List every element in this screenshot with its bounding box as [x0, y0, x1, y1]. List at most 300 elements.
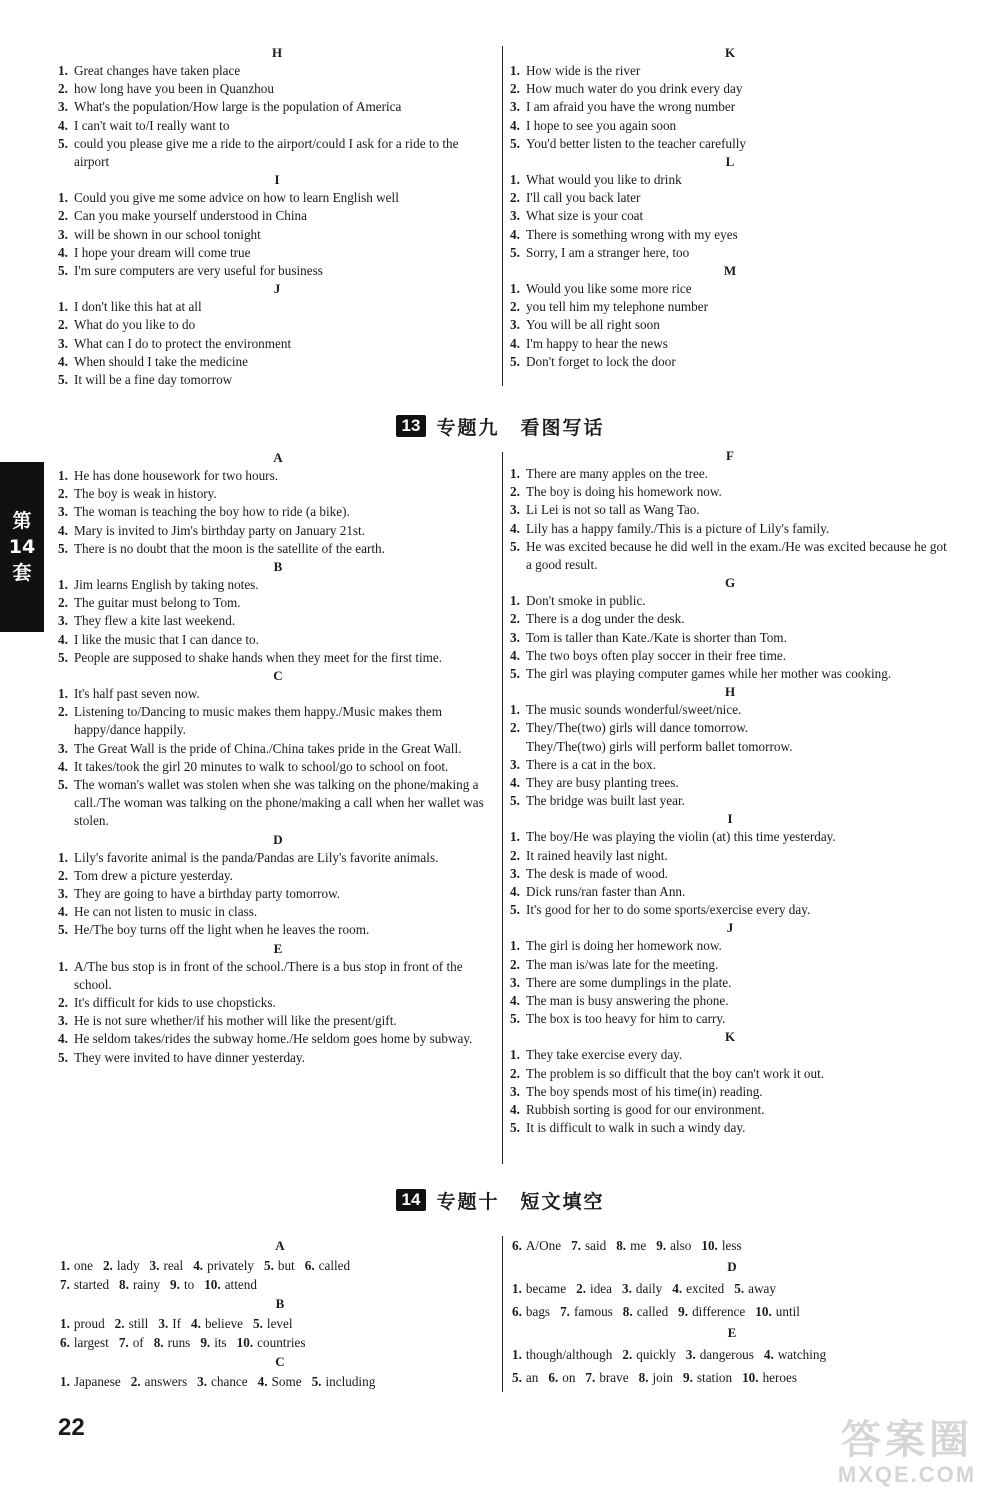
answer-item — [510, 883, 950, 901]
blank-answer — [193, 1256, 254, 1275]
blank-word: away — [748, 1281, 776, 1296]
answer-item — [510, 244, 950, 262]
item-text: They are going to have a birthday party tomorrow. — [74, 886, 341, 902]
item-number: 3. — [58, 886, 68, 902]
answer-item — [510, 665, 950, 683]
group-letter: L — [725, 154, 735, 170]
blank-number: 5. — [263, 1258, 274, 1273]
blank-number: 8. — [616, 1238, 627, 1253]
blank-answer — [191, 1314, 243, 1333]
blank-number: 4. — [257, 1374, 268, 1389]
blank-number: 9. — [683, 1370, 693, 1385]
item-text: you tell him my telephone number — [526, 299, 709, 315]
item-text: The problem is so difficult that the boy can't work it out. — [526, 1065, 825, 1081]
item-number: 5. — [58, 1049, 68, 1065]
item-text: I am afraid you have the wrong number — [526, 99, 736, 115]
answer-item — [510, 171, 950, 189]
answer-item — [58, 576, 498, 594]
answer-item — [58, 994, 498, 1012]
answer-item — [58, 485, 498, 503]
item-text: Rubbish sorting is good for our environment. — [526, 1102, 765, 1118]
blank-word: proud — [73, 1316, 105, 1331]
item-number: 2. — [58, 867, 68, 883]
answer-item — [510, 520, 950, 538]
item-text: The boy is weak in history. — [74, 486, 217, 502]
item-text: Listening to/Dancing to music makes them happy./Music makes them happy/dance happily. — [74, 704, 442, 738]
top-right-column — [510, 44, 950, 371]
item-text: Tom drew a picture yesterday. — [74, 867, 233, 883]
blank-answer — [701, 1234, 741, 1257]
item-text: The Great Wall is the pride of China./China takes pride in the Great Wall. — [74, 740, 462, 756]
blank-number: 10. — [742, 1370, 759, 1385]
item-text: What can I do to protect the environment — [74, 335, 292, 351]
group-letter: B — [275, 1296, 285, 1311]
blank-number: 1. — [60, 1258, 70, 1273]
item-number: 2. — [510, 1065, 520, 1081]
word-row — [512, 1277, 952, 1300]
item-number: 5. — [510, 135, 520, 151]
item-text: I'm sure computers are very useful for business — [74, 263, 323, 279]
item-number: 3. — [510, 974, 520, 990]
blank-number: 3. — [685, 1347, 696, 1362]
item-text: The box is too heavy for him to carry. — [526, 1011, 726, 1027]
item-text: Can you make yourself understood in China — [74, 208, 307, 224]
item-number: 3. — [510, 99, 520, 115]
item-text: The man is busy answering the phone. — [526, 993, 729, 1009]
blank-number: 8. — [622, 1304, 633, 1319]
blank-answer — [154, 1333, 191, 1352]
item-number: 3. — [510, 317, 520, 333]
blank-word: on — [562, 1370, 576, 1385]
answer-item — [510, 1065, 950, 1083]
blank-word: chance — [211, 1374, 248, 1389]
blank-answer — [755, 1300, 800, 1323]
item-text: What do you like to do — [74, 317, 196, 333]
answer-item — [510, 465, 950, 483]
item-number: 2. — [510, 611, 520, 627]
item-text: I hope to see you again soon — [526, 117, 677, 133]
item-number: 4. — [58, 1031, 68, 1047]
item-number: 4. — [510, 117, 520, 133]
answer-item — [58, 594, 498, 612]
blank-word: one — [73, 1258, 93, 1273]
item-number: 5. — [510, 793, 520, 809]
group-letter: D — [273, 831, 283, 847]
answer-item — [58, 522, 498, 540]
item-number: 4. — [510, 226, 520, 242]
item-text: The man is/was late for the meeting. — [526, 956, 719, 972]
item-number: 2. — [58, 595, 68, 611]
answer-item — [58, 849, 498, 867]
item-text: What's the population/How large is the population of America — [74, 99, 402, 115]
page-number: 22 — [58, 1414, 85, 1441]
blank-word: called — [636, 1304, 669, 1319]
item-number: 1. — [58, 63, 68, 78]
item-text: There is a cat in the box. — [526, 756, 656, 772]
item-number: 4. — [58, 117, 68, 133]
answer-item — [58, 740, 498, 758]
blank-word: difference — [692, 1304, 746, 1319]
item-text: He was excited because he did well in the exam./He was excited because he got a good result. — [526, 538, 947, 573]
answer-item — [510, 189, 950, 207]
top-left-column — [58, 44, 496, 389]
answer-item — [510, 610, 950, 628]
blank-number: 1. — [512, 1281, 522, 1296]
item-number: 5. — [58, 372, 68, 388]
blank-word: quickly — [636, 1347, 676, 1362]
blank-word: though/although — [525, 1347, 613, 1362]
blank-number: 7. — [118, 1335, 129, 1350]
item-text: There is no doubt that the moon is the satellite of the earth. — [74, 540, 385, 556]
item-text: how long have you been in Quanzhou — [74, 81, 274, 97]
answer-item — [58, 703, 498, 739]
item-text: I don't like this hat at all — [74, 299, 202, 315]
item-number: 1. — [58, 686, 68, 702]
item-text: The girl was playing computer games while her mother was cooking. — [526, 666, 892, 682]
item-text: Dick runs/ran faster than Ann. — [526, 884, 686, 900]
blank-answer — [512, 1366, 538, 1389]
blank-number: 4. — [763, 1347, 774, 1362]
item-number: 5. — [510, 666, 520, 682]
item-text: There are many apples on the tree. — [526, 466, 708, 481]
answer-item — [58, 631, 498, 649]
answer-item — [510, 298, 950, 316]
answer-item — [58, 540, 498, 558]
item-number: 3. — [510, 756, 520, 772]
item-number: 4. — [58, 522, 68, 538]
item-text: There are some dumplings in the plate. — [526, 974, 732, 990]
blank-number: 8. — [153, 1335, 164, 1350]
answer-item — [510, 1010, 950, 1028]
item-text: What size is your coat — [526, 208, 644, 224]
item-number: 1. — [510, 172, 520, 188]
blank-word: an — [525, 1370, 539, 1385]
blank-word: real — [163, 1258, 184, 1273]
answer-item — [510, 792, 950, 810]
item-text: Sorry, I am a stranger here, too — [526, 244, 690, 260]
blank-answer — [60, 1333, 109, 1352]
item-text: The guitar must belong to Tom. — [74, 595, 241, 611]
answer-item — [510, 353, 950, 371]
item-text: They were invited to have dinner yesterday. — [74, 1049, 305, 1065]
item-text: The boy/He was playing the violin (at) this time yesterday. — [526, 829, 836, 845]
group-letter: J — [273, 281, 281, 297]
group-letter: D — [727, 1259, 737, 1274]
item-number: 4. — [510, 884, 520, 900]
answer-item — [58, 649, 498, 667]
answer-item — [58, 1030, 498, 1048]
blank-answer — [512, 1300, 550, 1323]
item-number: 1. — [510, 281, 520, 297]
item-text: The boy is doing his homework now. — [526, 484, 722, 500]
answer-item — [510, 316, 950, 334]
item-number: 2. — [58, 208, 68, 224]
item-number: 3. — [58, 335, 68, 351]
item-text: I like the music that I can dance to. — [74, 631, 259, 647]
answer-item — [58, 98, 496, 116]
item-text: will be shown in our school tonight — [74, 226, 261, 242]
item-number: 5. — [58, 135, 68, 151]
item-number: 4. — [58, 631, 68, 647]
answer-item — [58, 80, 496, 98]
blank-word: heroes — [762, 1370, 797, 1385]
item-number: 2. — [58, 995, 68, 1011]
blank-answer — [548, 1366, 575, 1389]
item-number: 5. — [510, 244, 520, 260]
item-number: 5. — [58, 649, 68, 665]
item-number: 5. — [510, 353, 520, 369]
blank-answer — [200, 1333, 226, 1352]
answer-item — [58, 117, 496, 135]
item-number: 1. — [510, 1047, 520, 1063]
item-text: I can't wait to/I really want to — [74, 117, 230, 133]
item-number: 3. — [510, 502, 520, 518]
answer-item — [58, 189, 496, 207]
answer-item — [510, 207, 950, 225]
item-text: It is difficult to walk in such a windy day. — [526, 1120, 746, 1136]
blank-word: rainy — [132, 1277, 161, 1292]
blank-number: 9. — [200, 1335, 211, 1350]
item-number: 1. — [510, 829, 520, 845]
group-letter: M — [723, 263, 737, 279]
blank-answer — [622, 1277, 662, 1300]
item-number: 5. — [58, 263, 68, 279]
item-number: 1. — [58, 849, 68, 865]
blank-number: 1. — [60, 1316, 70, 1331]
answer-item — [510, 135, 950, 153]
blank-answer — [672, 1277, 724, 1300]
answer-item — [510, 1083, 950, 1101]
side-tab-char-3: 套 — [12, 562, 32, 584]
blank-word: idea — [590, 1281, 613, 1296]
item-number: 3. — [510, 208, 520, 224]
blank-answer — [60, 1275, 109, 1294]
blank-answer — [258, 1372, 302, 1391]
item-number: 5. — [510, 902, 520, 918]
blank-answer — [204, 1275, 257, 1294]
blank-answer — [622, 1343, 675, 1366]
blank-answer — [616, 1234, 646, 1257]
item-text: Great changes have taken place — [74, 63, 241, 78]
item-text: He is not sure whether/if his mother will like the present/gift. — [74, 1013, 397, 1029]
item-text: They/The(two) girls will dance tomorrow. They/The(two) girls will perform ballet tomorrow. — [526, 720, 793, 754]
item-number: 4. — [510, 335, 520, 351]
item-text: Don't forget to lock the door — [526, 353, 676, 369]
blank-number: 8. — [119, 1277, 129, 1292]
blank-number: 6. — [512, 1238, 522, 1253]
answer-item — [58, 316, 496, 334]
blank-answer — [678, 1300, 745, 1323]
answer-item — [510, 756, 950, 774]
blank-word: watching — [777, 1347, 827, 1362]
answer-item — [58, 1049, 498, 1067]
item-text: The girl is doing her homework now. — [526, 938, 722, 954]
item-number: 3. — [510, 1083, 520, 1099]
word-row — [60, 1333, 500, 1352]
item-text: The music sounds wonderful/sweet/nice. — [526, 702, 742, 718]
item-number: 3. — [510, 629, 520, 645]
section-13-title: 专题九 看图写话 — [436, 416, 605, 439]
blank-number: 6. — [548, 1370, 559, 1385]
blank-word: answers — [144, 1374, 188, 1389]
item-text: It rained heavily last night. — [526, 847, 668, 863]
item-text: The bridge was built last year. — [526, 793, 685, 809]
item-number: 4. — [58, 758, 68, 774]
answer-item — [58, 903, 498, 921]
blank-answer — [264, 1256, 295, 1275]
item-text: I'll call you back later — [526, 190, 641, 206]
blank-number: 4. — [193, 1258, 204, 1273]
blank-word: called — [318, 1258, 351, 1273]
answer-item — [510, 701, 950, 719]
blank-answer — [170, 1275, 194, 1294]
group-letter: I — [727, 811, 733, 827]
blank-number: 8. — [638, 1370, 649, 1385]
blank-answer — [742, 1366, 797, 1389]
blank-answer — [119, 1275, 160, 1294]
blank-number: 9. — [656, 1238, 667, 1253]
blank-number: 4. — [672, 1281, 683, 1296]
item-number: 2. — [510, 81, 520, 97]
item-text: They take exercise every day. — [526, 1047, 683, 1063]
blank-word: until — [775, 1304, 800, 1319]
item-number: 3. — [58, 740, 68, 756]
blank-answer — [150, 1256, 184, 1275]
item-number: 5. — [58, 922, 68, 938]
blank-number: 5. — [311, 1374, 322, 1389]
item-number: 3. — [58, 613, 68, 629]
blank-answer — [734, 1277, 776, 1300]
item-number: 1. — [58, 958, 68, 974]
answer-item — [58, 62, 496, 80]
section-13-divider — [502, 452, 503, 1164]
item-text: Lily has a happy family./This is a picture of Lily's family. — [526, 520, 830, 536]
answer-item — [510, 1119, 950, 1137]
answer-item — [510, 974, 950, 992]
watermark-top: 答案圈 — [841, 1418, 973, 1462]
blank-word: If — [172, 1316, 182, 1331]
blank-word: less — [721, 1238, 742, 1253]
item-number: 4. — [510, 993, 520, 1009]
item-text: The two boys often play soccer in their free time. — [526, 647, 786, 663]
section-14-left-column — [60, 1236, 500, 1391]
item-text: It will be a fine day tomorrow — [74, 372, 233, 388]
item-text: Tom is taller than Kate./Kate is shorter than Tom. — [526, 629, 787, 645]
blank-answer — [60, 1314, 105, 1333]
item-number: 3. — [510, 865, 520, 881]
item-number: 5. — [58, 540, 68, 556]
item-number: 1. — [58, 190, 68, 206]
item-number: 4. — [510, 1102, 520, 1118]
answer-item — [510, 98, 950, 116]
section-14-header — [0, 1187, 1000, 1213]
blank-word: bags — [525, 1304, 551, 1319]
blank-number: 10. — [204, 1277, 221, 1292]
blank-word: Japanese — [73, 1374, 121, 1389]
item-text: When should I take the medicine — [74, 353, 248, 369]
word-row — [60, 1256, 500, 1275]
blank-word: countries — [257, 1335, 306, 1350]
blank-word: Some — [271, 1374, 302, 1389]
item-text: He can not listen to music in class. — [74, 904, 258, 920]
blank-number: 10. — [236, 1335, 254, 1350]
item-number: 4. — [58, 904, 68, 920]
item-number: 2. — [58, 704, 68, 720]
answer-item — [58, 371, 496, 389]
item-text: He/The boy turns off the light when he leaves the room. — [74, 922, 370, 938]
answer-item — [510, 1046, 950, 1064]
blank-answer — [237, 1333, 306, 1352]
group-letter: A — [273, 450, 283, 465]
item-number: 4. — [58, 244, 68, 260]
item-number: 3. — [58, 226, 68, 242]
blank-answer — [312, 1372, 376, 1391]
word-row — [512, 1343, 952, 1366]
word-row — [60, 1275, 500, 1294]
section-14-badge: 14 — [396, 1189, 427, 1211]
blank-word: me — [630, 1238, 647, 1253]
answer-item — [58, 612, 498, 630]
item-text: It's difficult for kids to use chopsticks. — [74, 995, 276, 1011]
blank-answer — [131, 1372, 187, 1391]
blank-answer — [253, 1314, 293, 1333]
item-number: 5. — [510, 1011, 520, 1027]
answer-item — [510, 117, 950, 135]
blank-answer — [512, 1234, 561, 1257]
item-number: 5. — [510, 1120, 520, 1136]
answer-item — [58, 503, 498, 521]
answer-item — [510, 956, 950, 974]
blank-answer — [585, 1366, 628, 1389]
group-letter: C — [275, 1354, 285, 1369]
blank-answer — [158, 1314, 181, 1333]
blank-number: 5. — [253, 1316, 263, 1331]
answer-item — [510, 774, 950, 792]
blank-number: 6. — [304, 1258, 315, 1273]
item-text: It's half past seven now. — [74, 686, 200, 702]
item-text: He has done housework for two hours. — [74, 468, 279, 483]
answer-item — [58, 921, 498, 939]
blank-word: runs — [167, 1335, 191, 1350]
blank-number: 2. — [114, 1316, 125, 1331]
item-number: 3. — [58, 99, 68, 115]
item-number: 1. — [58, 577, 68, 593]
item-number: 2. — [510, 299, 520, 315]
group-letter: F — [726, 448, 734, 463]
answer-item — [510, 992, 950, 1010]
blank-answer — [686, 1343, 754, 1366]
answer-item — [58, 298, 496, 316]
item-number: 1. — [510, 466, 520, 481]
item-number: 2. — [510, 720, 520, 736]
blank-word: privately — [207, 1258, 254, 1273]
answer-item — [58, 776, 498, 831]
answer-item — [510, 501, 950, 519]
answer-item — [510, 719, 950, 755]
blank-word: to — [183, 1277, 195, 1292]
blank-number: 2. — [622, 1347, 633, 1362]
answer-item — [58, 226, 496, 244]
item-number: 2. — [510, 484, 520, 500]
item-number: 1. — [510, 702, 520, 718]
answer-item — [510, 828, 950, 846]
item-text: The desk is made of wood. — [526, 865, 669, 881]
answer-item — [510, 937, 950, 955]
answer-item — [58, 353, 496, 371]
item-text: How much water do you drink every day — [526, 81, 743, 97]
item-text: The woman is teaching the boy how to ride (a bike). — [74, 504, 350, 520]
group-letter: H — [271, 45, 283, 60]
